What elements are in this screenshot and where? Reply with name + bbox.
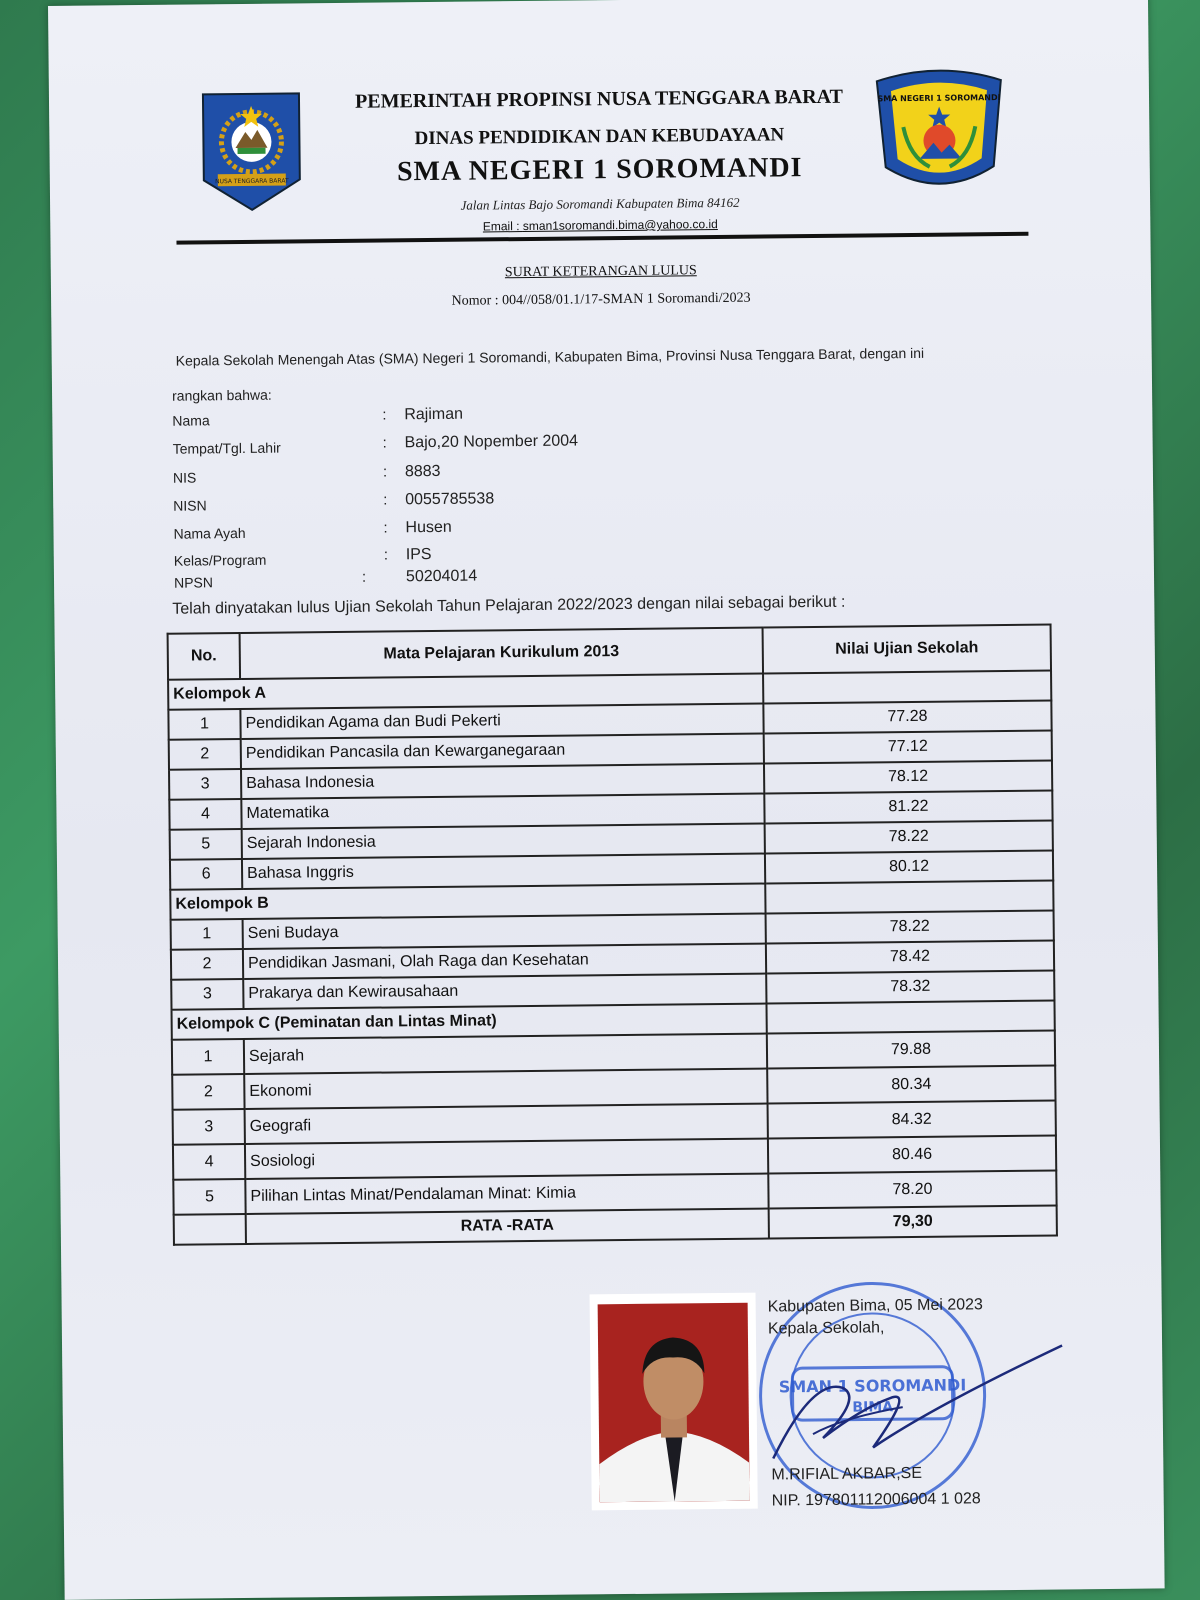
row-score: 80.34 bbox=[767, 1066, 1055, 1104]
row-no: 5 bbox=[170, 829, 242, 860]
row-no: 2 bbox=[169, 739, 241, 770]
header-department: DINAS PENDIDIKAN DAN KEBUDAYAAN bbox=[414, 124, 785, 150]
row-no: 4 bbox=[169, 799, 241, 830]
student-info-value: 50204014 bbox=[405, 567, 478, 586]
student-info-value: Rajiman bbox=[404, 405, 464, 424]
row-no: 2 bbox=[172, 1074, 244, 1110]
header-province: PEMERINTAH PROPINSI NUSA TENGGARA BARAT bbox=[354, 85, 844, 113]
province-logo-text: NUSA TENGGARA BARAT bbox=[215, 177, 289, 186]
student-info-value: 0055785538 bbox=[405, 490, 495, 509]
row-score: 78.32 bbox=[766, 971, 1054, 1004]
row-score: 78.42 bbox=[766, 941, 1054, 974]
row-score: 77.12 bbox=[764, 731, 1052, 764]
stamp-subtext: BIMA bbox=[852, 1399, 894, 1416]
grades-table bbox=[167, 624, 1058, 1246]
row-score: 77.28 bbox=[763, 701, 1051, 734]
student-info-colon: : bbox=[382, 434, 387, 452]
row-score: 78.20 bbox=[768, 1171, 1056, 1209]
email-label: Email : bbox=[482, 219, 523, 234]
school-logo-text: SMA NEGERI 1 SOROMANDI bbox=[877, 93, 1001, 104]
document-number: Nomor : 004//058/01.1/17-SMAN 1 Soromandi/2023 bbox=[451, 290, 751, 309]
row-subject: Ekonomi bbox=[244, 1069, 767, 1109]
row-score: 81.22 bbox=[764, 791, 1052, 824]
student-info-value: Bajo,20 Nopember 2004 bbox=[404, 432, 579, 452]
row-subject: Bahasa Inggris bbox=[242, 854, 765, 889]
row-subject: Sejarah bbox=[244, 1034, 767, 1074]
student-photo bbox=[590, 1293, 758, 1511]
header-subject: Mata Pelajaran Kurikulum 2013 bbox=[240, 628, 763, 679]
row-no: 1 bbox=[172, 1039, 244, 1075]
certificate-paper bbox=[48, 0, 1165, 1600]
row-no: 5 bbox=[173, 1179, 245, 1215]
header-no: No. bbox=[168, 633, 240, 680]
student-info-value: Husen bbox=[405, 518, 452, 537]
row-score: 80.12 bbox=[765, 851, 1053, 884]
row-score: 84.32 bbox=[768, 1101, 1056, 1139]
student-info-colon: : bbox=[383, 546, 389, 564]
row-no: 3 bbox=[171, 979, 243, 1010]
average-label: RATA -RATA bbox=[246, 1209, 769, 1244]
principal-nip: NIP. 197801112006004 1 028 bbox=[771, 1490, 981, 1510]
student-info-value: 8883 bbox=[404, 462, 441, 481]
student-info-label: Nama bbox=[172, 412, 210, 429]
student-info-label: Tempat/Tgl. Lahir bbox=[172, 439, 281, 457]
signature-place-date: Kabupaten Bima, 05 Mei 2023 bbox=[767, 1296, 984, 1316]
student-info-colon: : bbox=[382, 406, 387, 424]
student-info-colon: : bbox=[382, 463, 388, 481]
row-subject: Prakarya dan Kewirausahaan bbox=[243, 974, 766, 1009]
email-address[interactable]: sman1soromandi.bima@yahoo.co.id bbox=[522, 216, 718, 234]
stamp-text: SMAN 1 SOROMANDI bbox=[778, 1375, 967, 1397]
row-subject: Pendidikan Pancasila dan Kewarganegaraan bbox=[241, 734, 764, 769]
signature-role: Kepala Sekolah, bbox=[767, 1319, 885, 1338]
row-subject: Sejarah Indonesia bbox=[242, 824, 765, 859]
student-info-label: NPSN bbox=[173, 574, 214, 591]
principal-name: M.RIFIAL AKBAR,SE bbox=[771, 1464, 923, 1484]
row-subject: Pendidikan Agama dan Budi Pekerti bbox=[240, 704, 763, 739]
row-no: 2 bbox=[171, 949, 243, 980]
handwritten-signature bbox=[752, 1335, 1073, 1478]
row-subject: Sosiologi bbox=[245, 1139, 768, 1179]
student-info-row bbox=[173, 429, 873, 462]
row-subject: Seni Budaya bbox=[243, 914, 766, 949]
row-score: 78.22 bbox=[765, 821, 1053, 854]
student-info-colon: : bbox=[383, 491, 388, 509]
closing-statement: Telah dinyatakan lulus Ujian Sekolah Tahun Pelajaran 2022/2023 dengan nilai sebagai berikut : bbox=[172, 593, 846, 618]
school-logo bbox=[869, 66, 1010, 199]
row-score: 79.88 bbox=[767, 1031, 1055, 1069]
student-info-label: NISN bbox=[173, 497, 207, 514]
group-a-label: Kelompok A bbox=[168, 674, 763, 710]
row-score: 78.22 bbox=[766, 911, 1054, 944]
row-score: 78.12 bbox=[764, 761, 1052, 794]
row-score: 80.46 bbox=[768, 1136, 1056, 1174]
average-value: 79,30 bbox=[769, 1206, 1057, 1239]
row-no: 3 bbox=[173, 1109, 245, 1145]
group-b-label: Kelompok B bbox=[170, 884, 765, 920]
row-no: 3 bbox=[169, 769, 241, 800]
group-c-label: Kelompok C (Peminatan dan Lintas Minat) bbox=[172, 1004, 767, 1040]
student-info-colon: : bbox=[383, 519, 388, 537]
header-score: Nilai Ujian Sekolah bbox=[763, 625, 1051, 674]
header-address: Jalan Lintas Bajo Soromandi Kabupaten Bima 84162 bbox=[460, 194, 740, 213]
row-subject: Matematika bbox=[241, 794, 764, 829]
row-no: 1 bbox=[168, 709, 240, 740]
intro-line-2: rangkan bahwa: bbox=[172, 386, 272, 404]
header-school-name: SMA NEGERI 1 SOROMANDI bbox=[396, 152, 803, 188]
row-no: 1 bbox=[171, 919, 243, 950]
row-subject: Geografi bbox=[245, 1104, 768, 1144]
document-title: SURAT KETERANGAN LULUS bbox=[504, 263, 697, 281]
student-info-label: Kelas/Program bbox=[173, 551, 267, 569]
row-subject: Pilihan Lintas Minat/Pendalaman Minat: Kimia bbox=[245, 1174, 768, 1214]
intro-line-1: Kepala Sekolah Menengah Atas (SMA) Negeri 1 Soromandi, Kabupaten Bima, Provinsi Nusa Tenggara Barat, dengan ini bbox=[175, 344, 925, 369]
row-no: 6 bbox=[170, 859, 242, 890]
row-subject: Bahasa Indonesia bbox=[241, 764, 764, 799]
row-no: 4 bbox=[173, 1144, 245, 1180]
student-info-colon: : bbox=[361, 568, 367, 586]
row-subject: Pendidikan Jasmani, Olah Raga dan Kesehatan bbox=[243, 944, 766, 979]
student-info-label: NIS bbox=[172, 469, 197, 486]
student-info-value: IPS bbox=[405, 546, 432, 564]
student-info-label: Nama Ayah bbox=[173, 524, 246, 542]
